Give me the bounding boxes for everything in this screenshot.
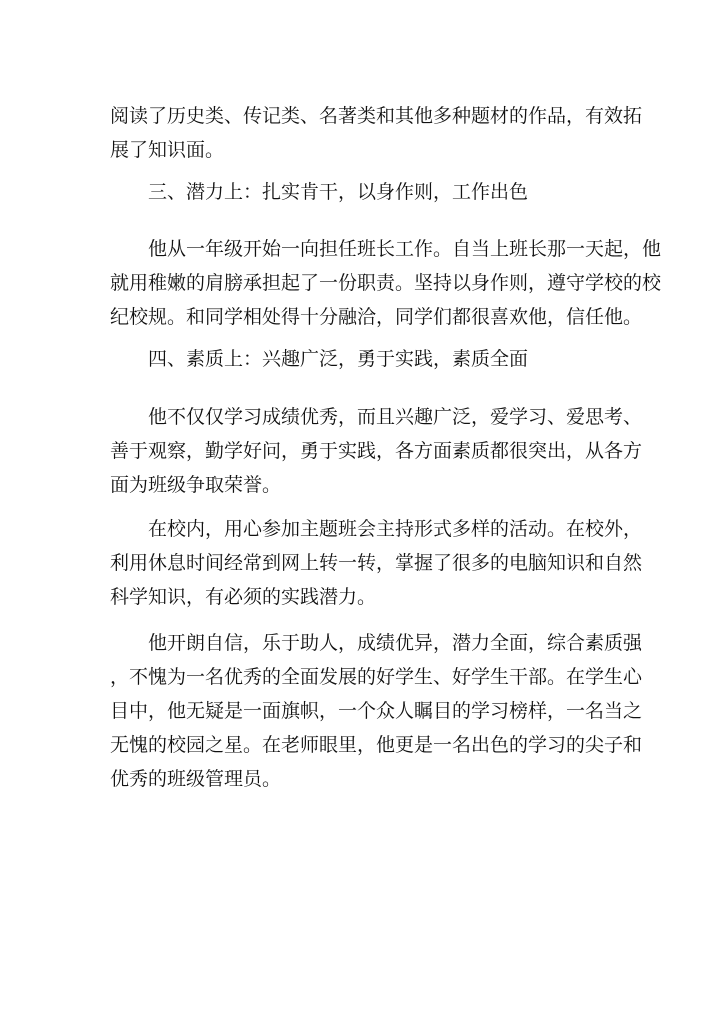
- text-line: 科学知识，有必须的实践潜力。: [110, 586, 377, 608]
- text-line: 他从一年级开始一向担任班长工作。自当上班长那一天起，他: [148, 238, 662, 260]
- text-line: 优秀的班级管理员。: [110, 768, 282, 790]
- text-line: 利用休息时间经常到网上转一转，掌握了很多的电脑知识和自然: [110, 552, 643, 574]
- text-line: 在校内，用心参加主题班会主持形式多样的活动。在校外，: [148, 518, 643, 540]
- section-heading-potential: [110, 175, 610, 209]
- text-line: 无愧的校园之星。在老师眼里，他更是一名出色的学习的尖子和: [110, 734, 643, 756]
- text-line: 善于观察，勤学好问，勇于实践，各方面素质都很突出，从各方: [110, 440, 643, 462]
- heading-line: 三、潜力上：扎实肯干，以身作则，工作出色: [148, 181, 529, 203]
- paragraph-reading: [110, 99, 643, 167]
- paragraph-monitor: [110, 232, 662, 334]
- paragraph-school-activities: [110, 512, 643, 614]
- text-line: 面为班级争取荣誉。: [110, 474, 282, 496]
- text-line: 阅读了历史类、传记类、名著类和其他多种题材的作品，有效拓: [110, 105, 643, 127]
- heading-line: 四、素质上：兴趣广泛，勇于实践，素质全面: [148, 348, 529, 370]
- text-line: ，不愧为一名优秀的全面发展的好学生、好学生干部。在学生心: [110, 666, 643, 688]
- section-heading-quality: [110, 342, 610, 376]
- text-line: 纪校规。和同学相处得十分融洽，同学们都很喜欢他，信任他。: [110, 306, 643, 328]
- paragraph-summary: [110, 626, 643, 796]
- text-line: 他开朗自信，乐于助人，成绩优异，潜力全面，综合素质强: [148, 632, 643, 654]
- text-line: 他不仅仅学习成绩优秀，而且兴趣广泛，爱学习、爱思考、: [148, 406, 643, 428]
- paragraph-interests: [110, 400, 643, 502]
- text-line: 目中，他无疑是一面旗帜，一个众人瞩目的学习榜样，一名当之: [110, 700, 643, 722]
- text-line: 就用稚嫩的肩膀承担起了一份职责。坚持以身作则，遵守学校的校: [110, 272, 662, 294]
- text-line: 展了知识面。: [110, 139, 225, 161]
